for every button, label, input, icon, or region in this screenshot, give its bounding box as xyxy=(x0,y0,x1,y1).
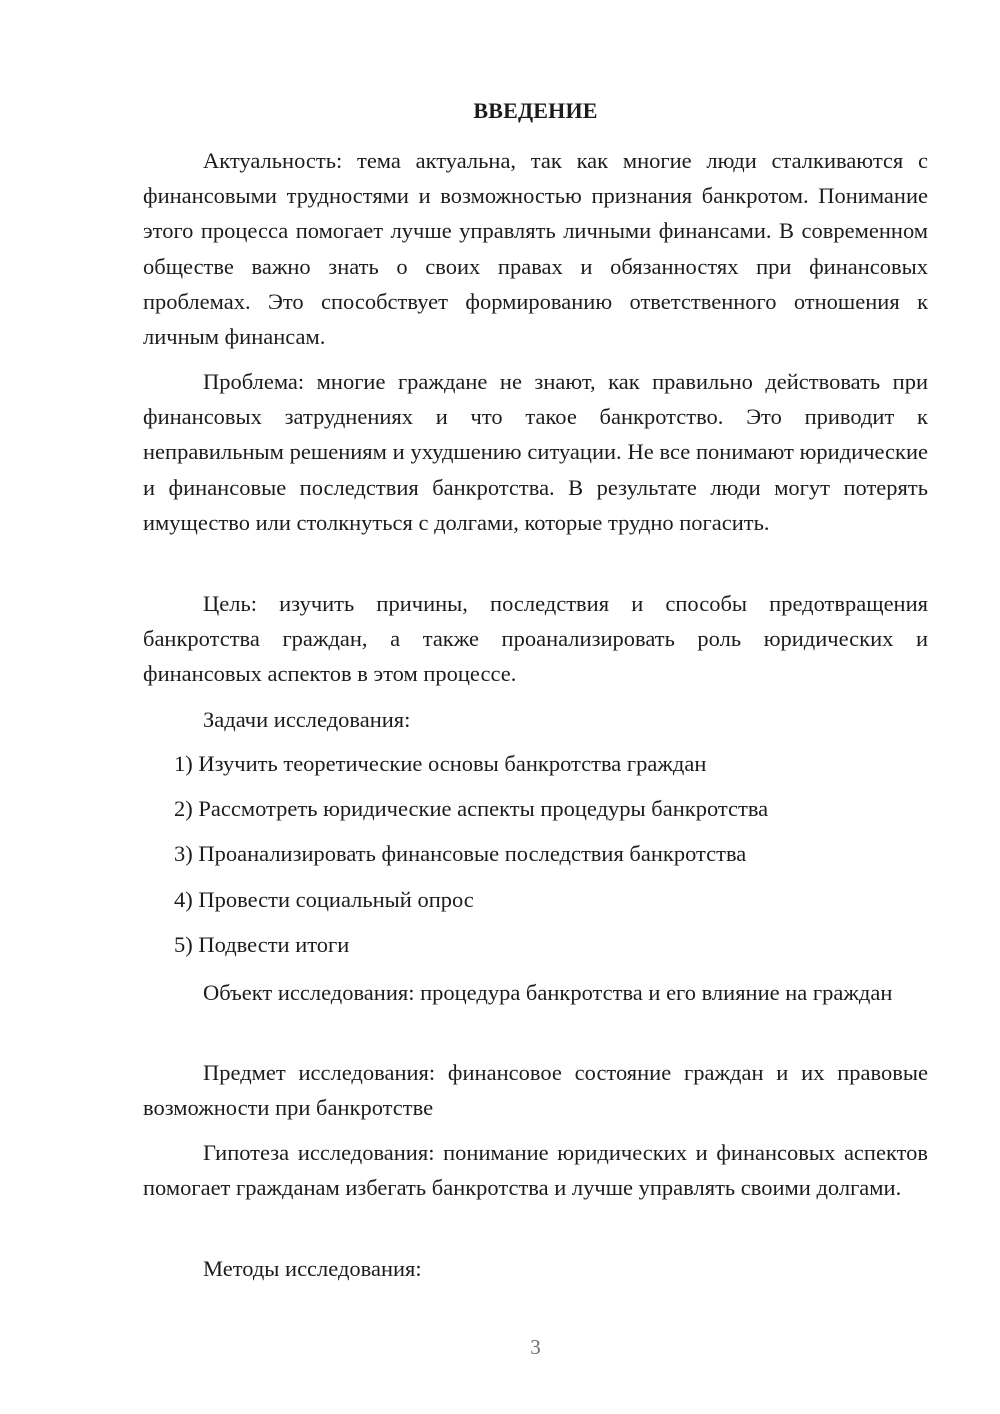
problem-paragraph: Проблема: многие граждане не знают, как правильно действовать при финансовых затруднениях и что такое банкротство. Это приводит к неправильным решениям и ухудшению ситуации. Не все понимают юридические и финансовые последствия банкротства. В результате люди могут потерять имущество или столкнуться с долгами, которые трудно погасить. xyxy=(143,369,928,535)
page-title: ВВЕДЕНИЕ xyxy=(473,98,598,123)
list-item: 4) Провести социальный опрос xyxy=(174,886,474,912)
relevance-paragraph: Актуальность: тема актуальна, так как многие люди сталкиваются с финансовыми трудностями и возможностью признания банкротом. Понимание этого процесса помогает лучше управлять личными финансами. В современном обществе важно знать о своих правах и обязанностях при финансовых проблемах. Это способствует формированию ответственного отношения к личным финансам. xyxy=(143,148,928,350)
list-item: 1) Изучить теоретические основы банкротства граждан xyxy=(174,751,707,776)
object-paragraph: Объект исследования: процедура банкротства и его влияние на граждан xyxy=(203,980,893,1005)
subject-paragraph: Предмет исследования: финансовое состояние граждан и их правовые возможности при банкротстве xyxy=(143,1060,928,1121)
list-item: 3) Проанализировать финансовые последствия банкротства xyxy=(174,841,747,867)
page-number: 3 xyxy=(530,1335,541,1359)
goal-paragraph: Цель: изучить причины, последствия и способы предотвращения банкротства граждан, а также проанализировать роль юридических и финансовых аспектов в этом процессе. xyxy=(143,591,928,687)
tasks-list xyxy=(174,746,768,972)
methods-heading: Методы исследования: xyxy=(203,1256,422,1281)
list-item: 2) Рассмотреть юридические аспекты процедуры банкротства xyxy=(174,796,769,822)
list-item: 5) Подвести итоги xyxy=(174,931,350,957)
tasks-heading: Задачи исследования: xyxy=(203,707,411,732)
hypothesis-paragraph: Гипотеза исследования: понимание юридических и финансовых аспектов помогает гражданам избегать банкротства и лучше управлять своими долгами. xyxy=(143,1140,928,1201)
